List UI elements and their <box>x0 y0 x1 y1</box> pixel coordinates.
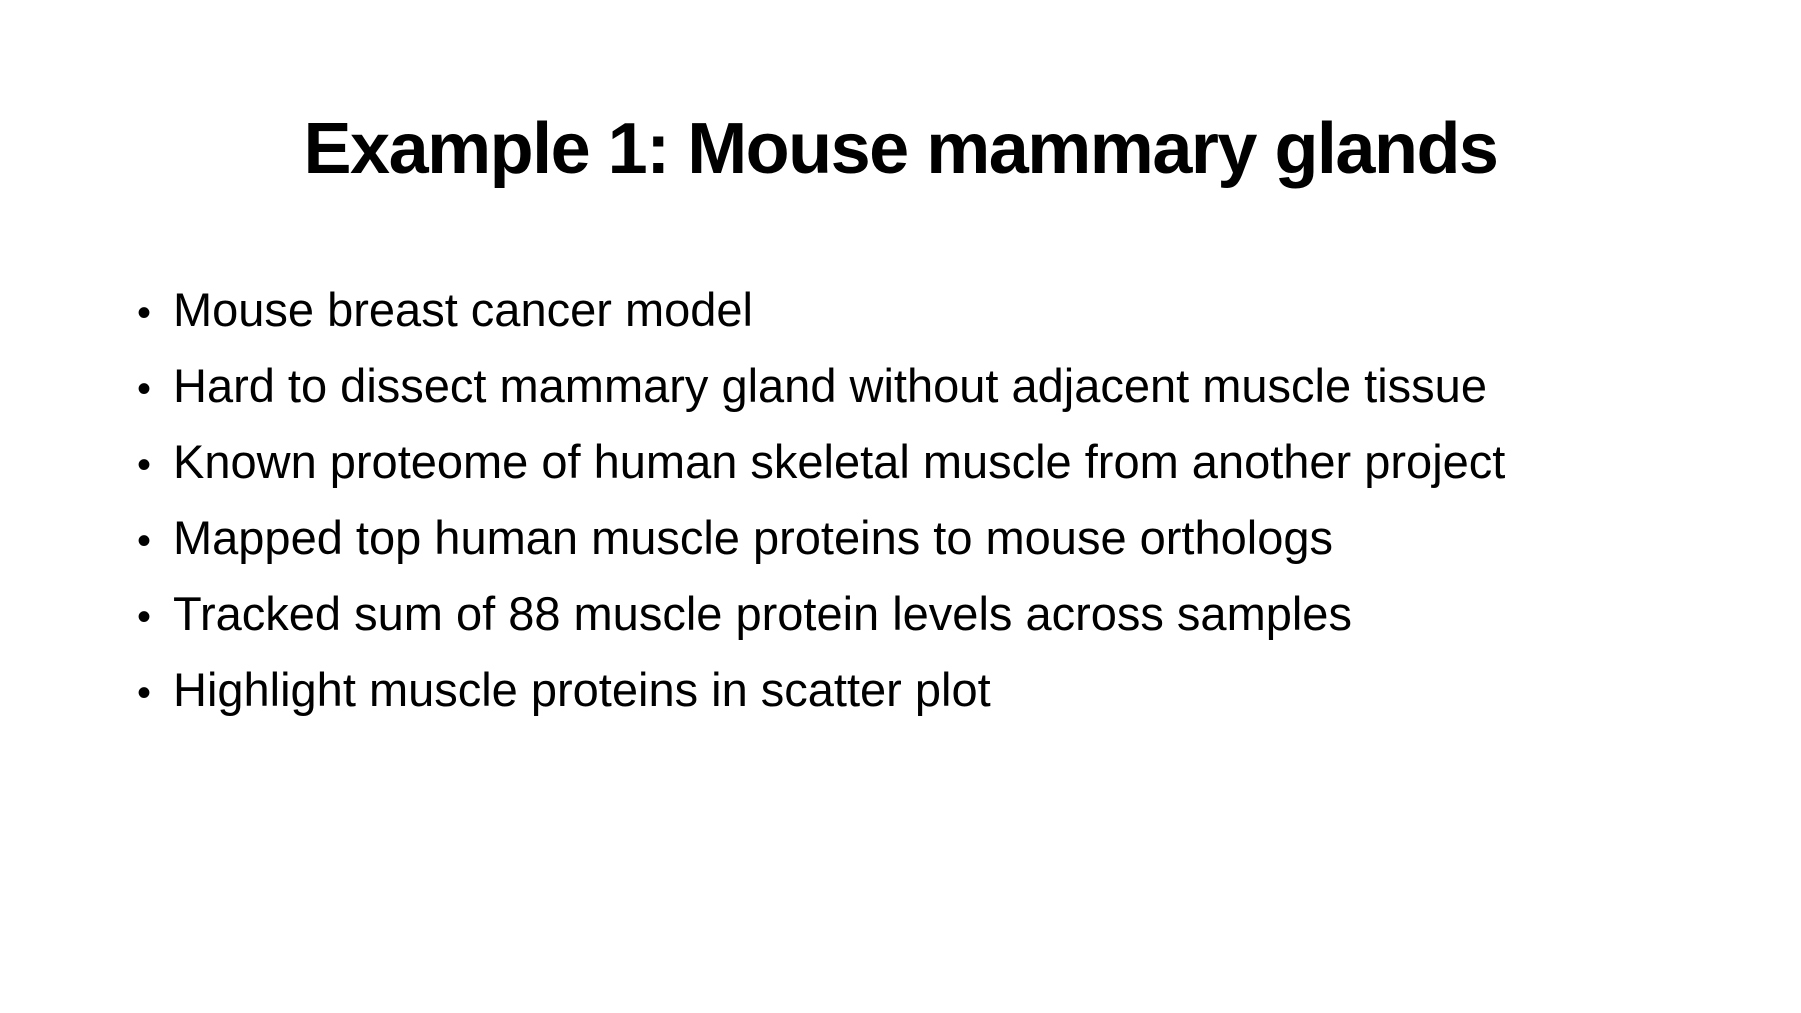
bullet-item <box>137 424 1757 500</box>
bullet-icon: • <box>137 595 152 639</box>
bullet-item <box>137 576 1757 652</box>
bullet-icon: • <box>137 519 152 563</box>
bullet-icon: • <box>137 367 152 411</box>
bullet-item <box>137 348 1757 424</box>
bullet-icon: • <box>137 443 152 487</box>
slide-title: Example 1: Mouse mammary glands <box>303 109 1498 189</box>
bullet-item <box>137 652 1757 728</box>
bullet-text: Known proteome of human skeletal muscle from another project <box>173 435 1506 488</box>
bullet-list <box>137 272 1757 728</box>
bullet-item <box>137 272 1757 348</box>
bullet-text: Mouse breast cancer model <box>173 283 753 336</box>
bullet-text: Tracked sum of 88 muscle protein levels across samples <box>173 587 1352 640</box>
bullet-text: Highlight muscle proteins in scatter plot <box>173 663 991 716</box>
bullet-icon: • <box>137 291 152 335</box>
bullet-text: Hard to dissect mammary gland without adjacent muscle tissue <box>173 359 1487 412</box>
bullet-icon: • <box>137 671 152 715</box>
bullet-text: Mapped top human muscle proteins to mouse orthologs <box>173 511 1333 564</box>
bullet-item <box>137 500 1757 576</box>
